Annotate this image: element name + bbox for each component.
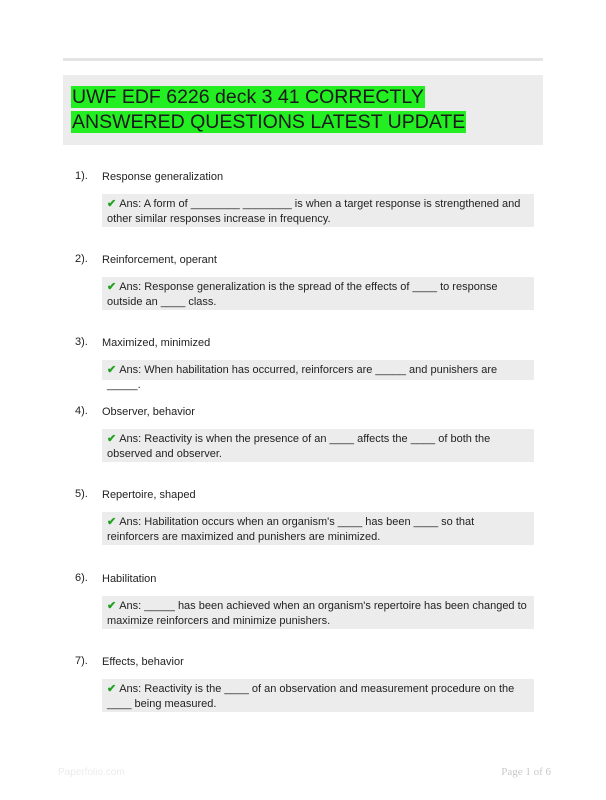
answer-prefix: Ans: (119, 433, 142, 445)
answer-text: A form of ________ ________ is when a target response is strengthened and other similar responses increase in frequency. (107, 198, 521, 225)
title-banner (63, 75, 543, 145)
question-term: Response generalization (102, 171, 224, 183)
answer-box (102, 194, 534, 227)
answer-box (102, 429, 534, 462)
question-term: Reinforcement, operant (102, 254, 217, 266)
question-number: 7). (75, 655, 88, 667)
check-icon: ✔ (107, 516, 117, 528)
page-indicator: Page 1 of 6 (501, 766, 551, 778)
answer-box (102, 512, 534, 545)
question-term: Observer, behavior (102, 406, 195, 418)
title-highlight: UWF EDF 6226 deck 3 41 CORRECTLY ANSWERED QUESTIONS LATEST UPDATE (72, 86, 466, 133)
question-number: 6). (75, 572, 88, 584)
answer-box (102, 277, 534, 310)
footer-watermark: Paperfolio.com (58, 767, 125, 778)
document-title (71, 85, 535, 135)
question-number: 4). (75, 405, 88, 417)
answer-prefix: Ans: (119, 364, 142, 376)
check-icon: ✔ (107, 433, 117, 445)
answer-prefix: Ans: (119, 198, 142, 210)
question-term: Effects, behavior (102, 656, 184, 668)
answer-prefix: Ans: (119, 516, 142, 528)
question-number: 3). (75, 336, 88, 348)
check-icon: ✔ (107, 600, 117, 612)
answer-text: Response generalization is the spread of the effects of ____ to response outside an ____ class. (107, 281, 498, 308)
question-number: 2). (75, 253, 88, 265)
check-icon: ✔ (107, 683, 117, 695)
answer-prefix: Ans: (119, 683, 142, 695)
top-divider (63, 58, 543, 61)
answer-box (102, 360, 534, 391)
check-icon: ✔ (107, 198, 117, 210)
answer-prefix: Ans: (119, 281, 142, 293)
question-number: 5). (75, 488, 88, 500)
answer-box (102, 596, 534, 629)
question-term: Repertoire, shaped (102, 489, 196, 501)
answer-box (102, 679, 534, 712)
answer-text: Reactivity is when the presence of an ____ affects the ____ of both the observed and observer. (107, 433, 491, 460)
question-number: 1). (75, 170, 88, 182)
check-icon: ✔ (107, 281, 117, 293)
question-term: Habilitation (102, 573, 157, 585)
answer-prefix: Ans: (119, 600, 142, 612)
question-term: Maximized, minimized (102, 337, 211, 349)
answer-text: Habilitation occurs when an organism's ____ has been ____ so that reinforcers are maximized and punishers are minimized. (107, 516, 475, 543)
check-icon: ✔ (107, 364, 117, 376)
answer-text: _____ has been achieved when an organism's repertoire has been changed to maximize reinforcers and minimize punishers. (107, 600, 527, 627)
answer-text: When habilitation has occurred, reinforcers are _____ and punishers are _____. (107, 364, 498, 391)
answer-text: Reactivity is the ____ of an observation and measurement procedure on the ____ being measured. (107, 683, 515, 710)
